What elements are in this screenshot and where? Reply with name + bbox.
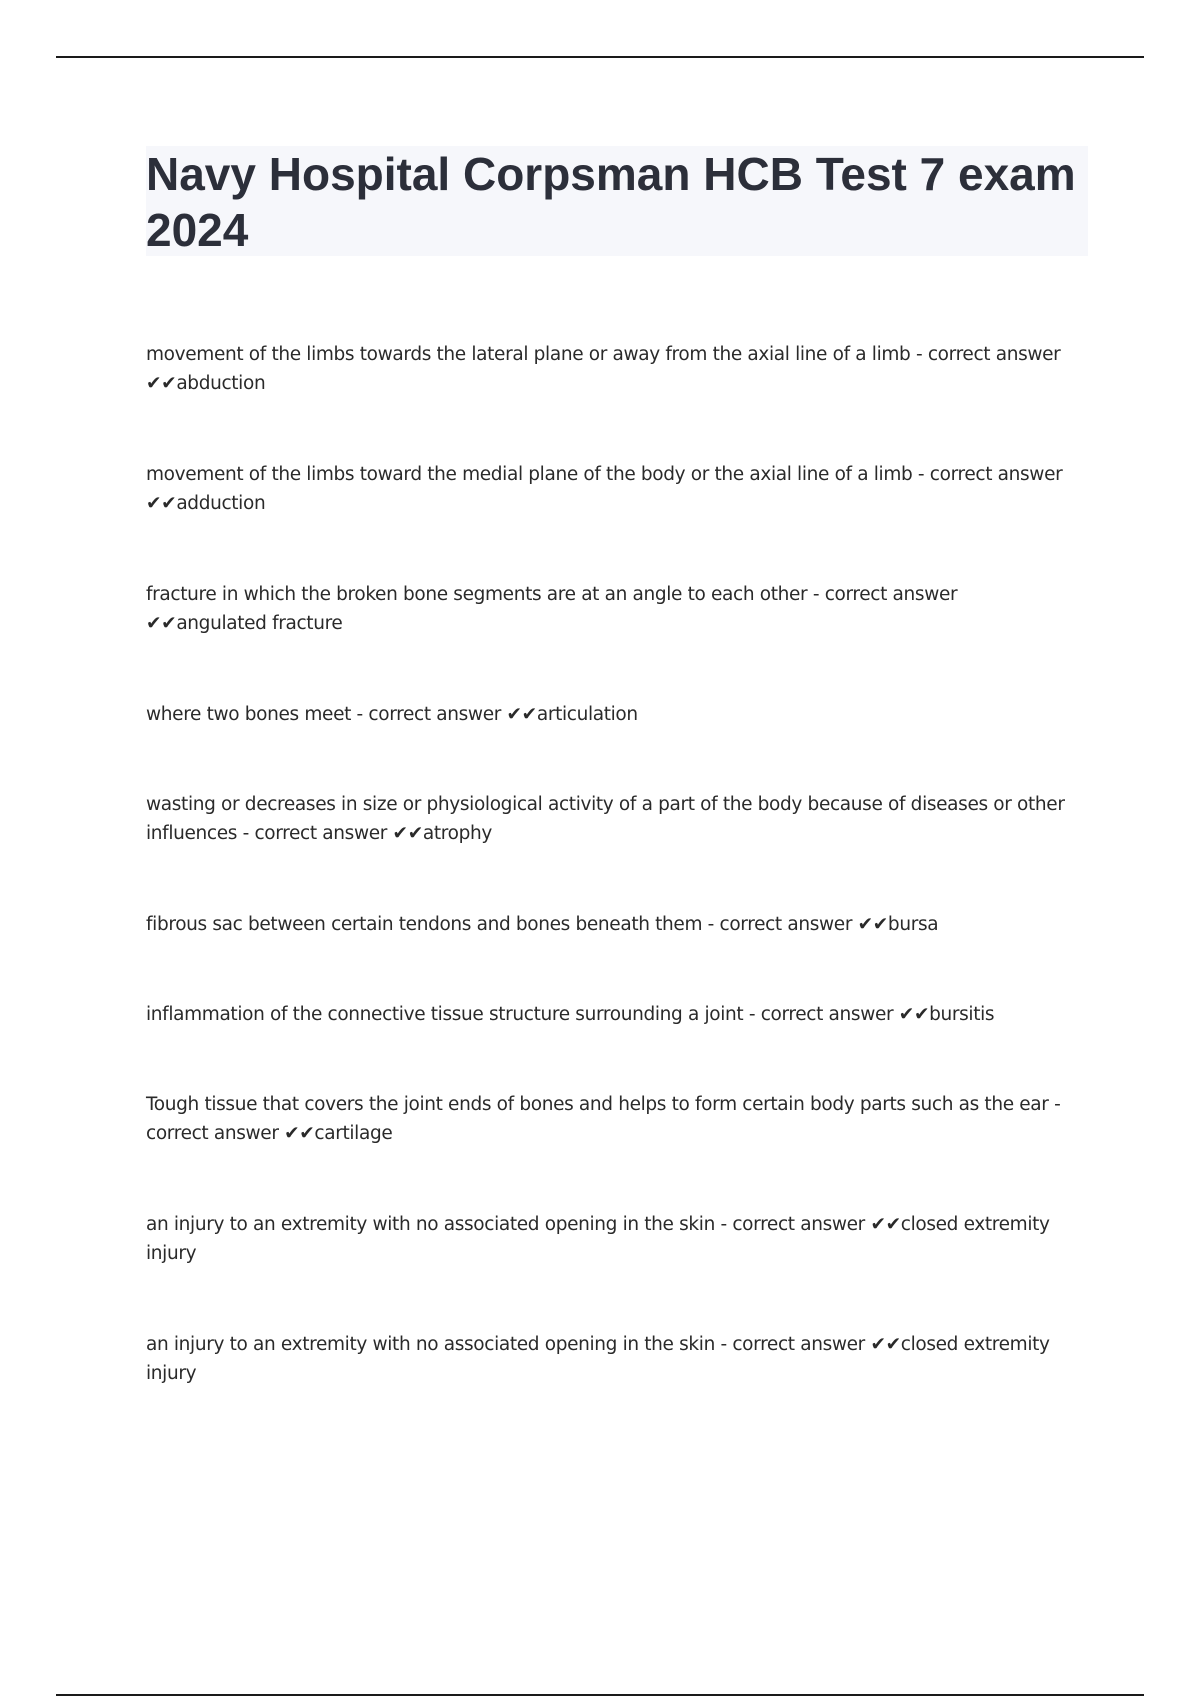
answer-label: correct answer [368, 704, 501, 725]
checkmark-icon: ✔✔ [870, 1214, 901, 1235]
checkmark-icon: ✔✔ [284, 1123, 315, 1144]
answer-label: correct answer [929, 464, 1063, 485]
answer-label: correct answer [927, 344, 1061, 365]
answer-label: correct answer [254, 823, 388, 844]
question-text: fracture in which the broken bone segments are at an angle to each other [146, 584, 808, 605]
checkmark-icon: ✔✔ [392, 823, 423, 844]
question-text: movement of the limbs toward the medial plane of the body or the axial line of a limb [146, 464, 913, 485]
checkmark-icon: ✔✔ [146, 373, 177, 394]
answer-label: correct answer [732, 1334, 865, 1355]
question-text: an injury to an extremity with no associated opening in the skin [146, 1334, 715, 1355]
answer-text: bursitis [929, 1004, 995, 1025]
checkmark-icon: ✔✔ [898, 1004, 930, 1025]
answer-label: correct answer [760, 1004, 894, 1025]
bottom-divider [56, 1694, 1144, 1696]
qa-item: an injury to an extremity with no associated opening in the skin - correct answer ✔✔closed extremity injury [146, 1334, 1050, 1384]
answer-text: closed extremity injury [146, 1334, 1050, 1384]
title-banner [146, 146, 1088, 256]
question-text: wasting or decreases in size or physiological activity of a part of the body because of diseases or other influences [146, 794, 1065, 844]
question-text: movement of the limbs towards the lateral plane or away from the axial line of a limb [146, 344, 911, 365]
qa-item: inflammation of the connective tissue structure surrounding a joint - correct answer ✔✔bursitis [146, 1004, 995, 1025]
question-text: where two bones meet [146, 704, 352, 725]
qa-item: where two bones meet - correct answer ✔✔articulation [146, 704, 638, 725]
qa-item: fracture in which the broken bone segments are at an angle to each other - correct answer ✔✔angulated fracture [146, 584, 958, 634]
answer-text: adduction [176, 493, 266, 514]
answer-label: correct answer [732, 1214, 865, 1235]
checkmark-icon: ✔✔ [857, 914, 888, 935]
checkmark-icon: ✔✔ [506, 704, 537, 725]
qa-item: Tough tissue that covers the joint ends of bones and helps to form certain body parts such as the ear - correct answer ✔✔cartilage [146, 1094, 1061, 1144]
question-text: Tough tissue that covers the joint ends of bones and helps to form certain body parts such as the ear [146, 1094, 1049, 1115]
answer-label: correct answer [824, 584, 958, 605]
qa-item: an injury to an extremity with no associated opening in the skin - correct answer ✔✔closed extremity injury [146, 1214, 1050, 1264]
answer-text: atrophy [422, 823, 492, 844]
top-divider [56, 56, 1144, 58]
answer-text: cartilage [314, 1123, 393, 1144]
answer-label: correct answer [719, 914, 853, 935]
document-title: Navy Hospital Corpsman HCB Test 7 exam 2024 [146, 148, 1076, 256]
answer-text: closed extremity injury [146, 1214, 1050, 1264]
qa-item: movement of the limbs toward the medial plane of the body or the axial line of a limb - correct answer ✔✔adduction [146, 464, 1063, 514]
checkmark-icon: ✔✔ [146, 613, 177, 634]
question-text: an injury to an extremity with no associated opening in the skin [146, 1214, 715, 1235]
checkmark-icon: ✔✔ [146, 493, 177, 514]
qa-item: wasting or decreases in size or physiological activity of a part of the body because of diseases or other influences - correct answer ✔✔atrophy [146, 794, 1065, 844]
qa-item: fibrous sac between certain tendons and bones beneath them - correct answer ✔✔bursa [146, 914, 939, 935]
question-text: fibrous sac between certain tendons and bones beneath them [146, 914, 703, 935]
qa-item: movement of the limbs towards the lateral plane or away from the axial line of a limb - correct answer ✔✔abduction [146, 344, 1061, 394]
answer-text: angulated fracture [176, 613, 343, 634]
question-text: inflammation of the connective tissue structure surrounding a joint [146, 1004, 744, 1025]
answer-text: bursa [887, 914, 939, 935]
answer-text: abduction [176, 373, 266, 394]
checkmark-icon: ✔✔ [870, 1334, 901, 1355]
answer-label: correct answer [146, 1123, 279, 1144]
answer-text: articulation [536, 704, 638, 725]
